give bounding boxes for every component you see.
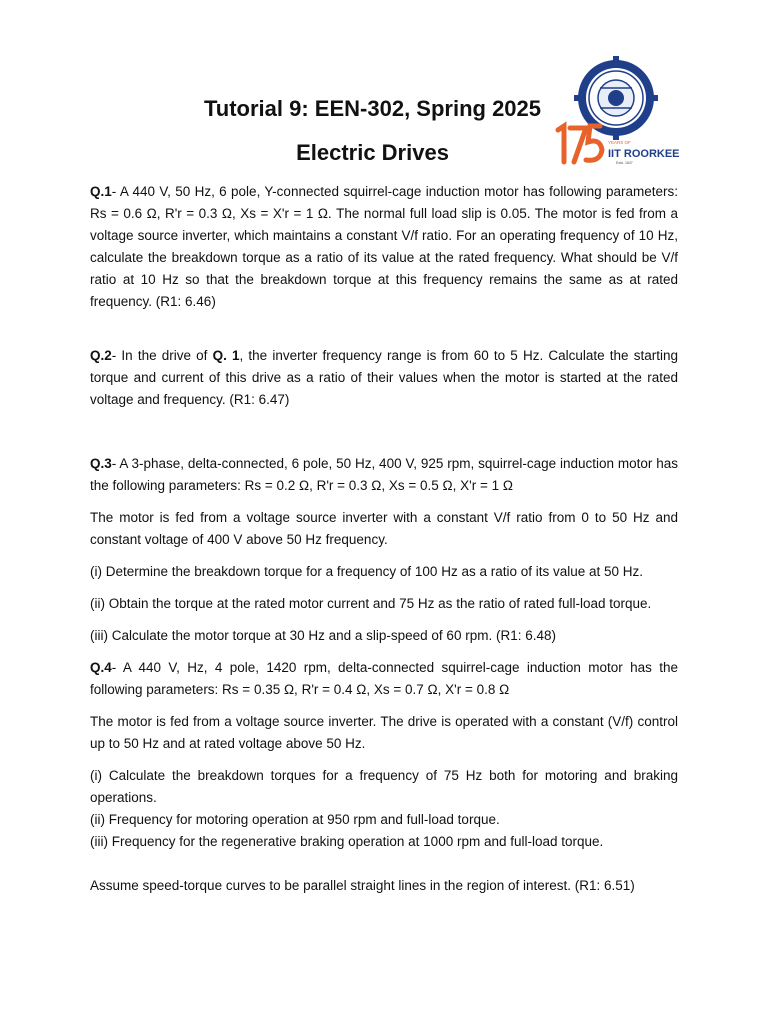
question-4-part-iii: (iii) Frequency for the regenerative braking operation at 1000 rpm and full-load torque. xyxy=(90,834,604,849)
question-4-part-i: (i) Calculate the breakdown torques for a frequency of 75 Hz both for motoring and braking operations. xyxy=(90,768,678,805)
question-4-paragraph: The motor is fed from a voltage source inverter. The drive is operated with a constant (V/f) control up to 50 Hz and at rated voltage above 50 Hz. xyxy=(90,714,678,751)
one-seventy-five-mark-icon xyxy=(558,126,602,162)
question-4-text: - A 440 V, Hz, 4 pole, 1420 rpm, delta-connected squirrel-cage induction motor has the following parameters: Rs = 0.35 Ω, R'r = 0.4 Ω, Xs = 0.7 Ω, X'r = 0.8 Ω xyxy=(90,660,678,697)
logo-established: Estd. 1847 xyxy=(616,161,633,165)
question-1-text: - A 440 V, 50 Hz, 6 pole, Y-connected squirrel-cage induction motor has following parameters: Rs = 0.6 Ω, R'r = 0.3 Ω, Xs = X'r = 1 Ω. The normal full load slip is 0.05. The motor is fed from a voltage source inverter, which maintains a constant V/f ratio. For an operating frequency of 10 Hz, calculate the breakdown torque as a ratio of its value at the rated frequency. What should be V/f ratio at 10 Hz so that the breakdown torque at this frequency remains the same as at rated frequency. (R1: 6.46) xyxy=(90,184,678,309)
question-1 xyxy=(90,181,678,313)
question-4-label: Q.4 xyxy=(90,660,112,675)
iit-roorkee-175-years-logo-icon xyxy=(552,58,680,178)
question-2-label: Q.2 xyxy=(90,348,112,363)
question-3-paragraph: The motor is fed from a voltage source inverter with a constant V/f ratio from 0 to 50 Hz and constant voltage of 400 V above 50 Hz frequency. xyxy=(90,510,678,547)
question-3-part-iii: (iii) Calculate the motor torque at 30 Hz and a slip-speed of 60 rpm. (R1: 6.48) xyxy=(90,628,556,643)
question-4-part-ii: (ii) Frequency for motoring operation at 950 rpm and full-load torque. xyxy=(90,812,500,827)
question-2-text-b: , the inverter frequency range is from 60 to 5 Hz. Calculate the starting torque and current of this drive as a ratio of their values when the motor is started at the rated voltage and frequency. (R1: 6.47) xyxy=(90,348,678,407)
question-3-text: - A 3-phase, delta-connected, 6 pole, 50 Hz, 400 V, 925 rpm, squirrel-cage induction motor has the following parameters: Rs = 0.2 Ω, R'r = 0.3 Ω, Xs = 0.5 Ω, X'r = 1 Ω xyxy=(90,456,678,493)
logo-institute-name: IIT ROORKEE xyxy=(608,148,680,160)
question-3-label: Q.3 xyxy=(90,456,112,471)
logo-years-of: YEARS OF xyxy=(608,140,631,145)
question-1-label: Q.1 xyxy=(90,184,112,199)
question-2 xyxy=(90,345,678,411)
question-2-ref: Q. 1 xyxy=(212,348,240,363)
page-subtitle: Electric Drives xyxy=(296,140,449,165)
question-3-part-ii: (ii) Obtain the torque at the rated motor current and 75 Hz as the ratio of rated full-load torque. xyxy=(90,596,652,611)
question-list xyxy=(90,181,678,897)
question-2-text-a: - In the drive of xyxy=(111,348,213,363)
question-4-note: Assume speed-torque curves to be parallel straight lines in the region of interest. (R1: 6.51) xyxy=(90,878,635,893)
question-3-part-i: (i) Determine the breakdown torque for a frequency of 100 Hz as a ratio of its value at 50 Hz. xyxy=(90,564,644,579)
question-3 xyxy=(90,453,678,497)
question-4 xyxy=(90,657,678,701)
page-title: Tutorial 9: EEN-302, Spring 2025 xyxy=(203,96,542,121)
